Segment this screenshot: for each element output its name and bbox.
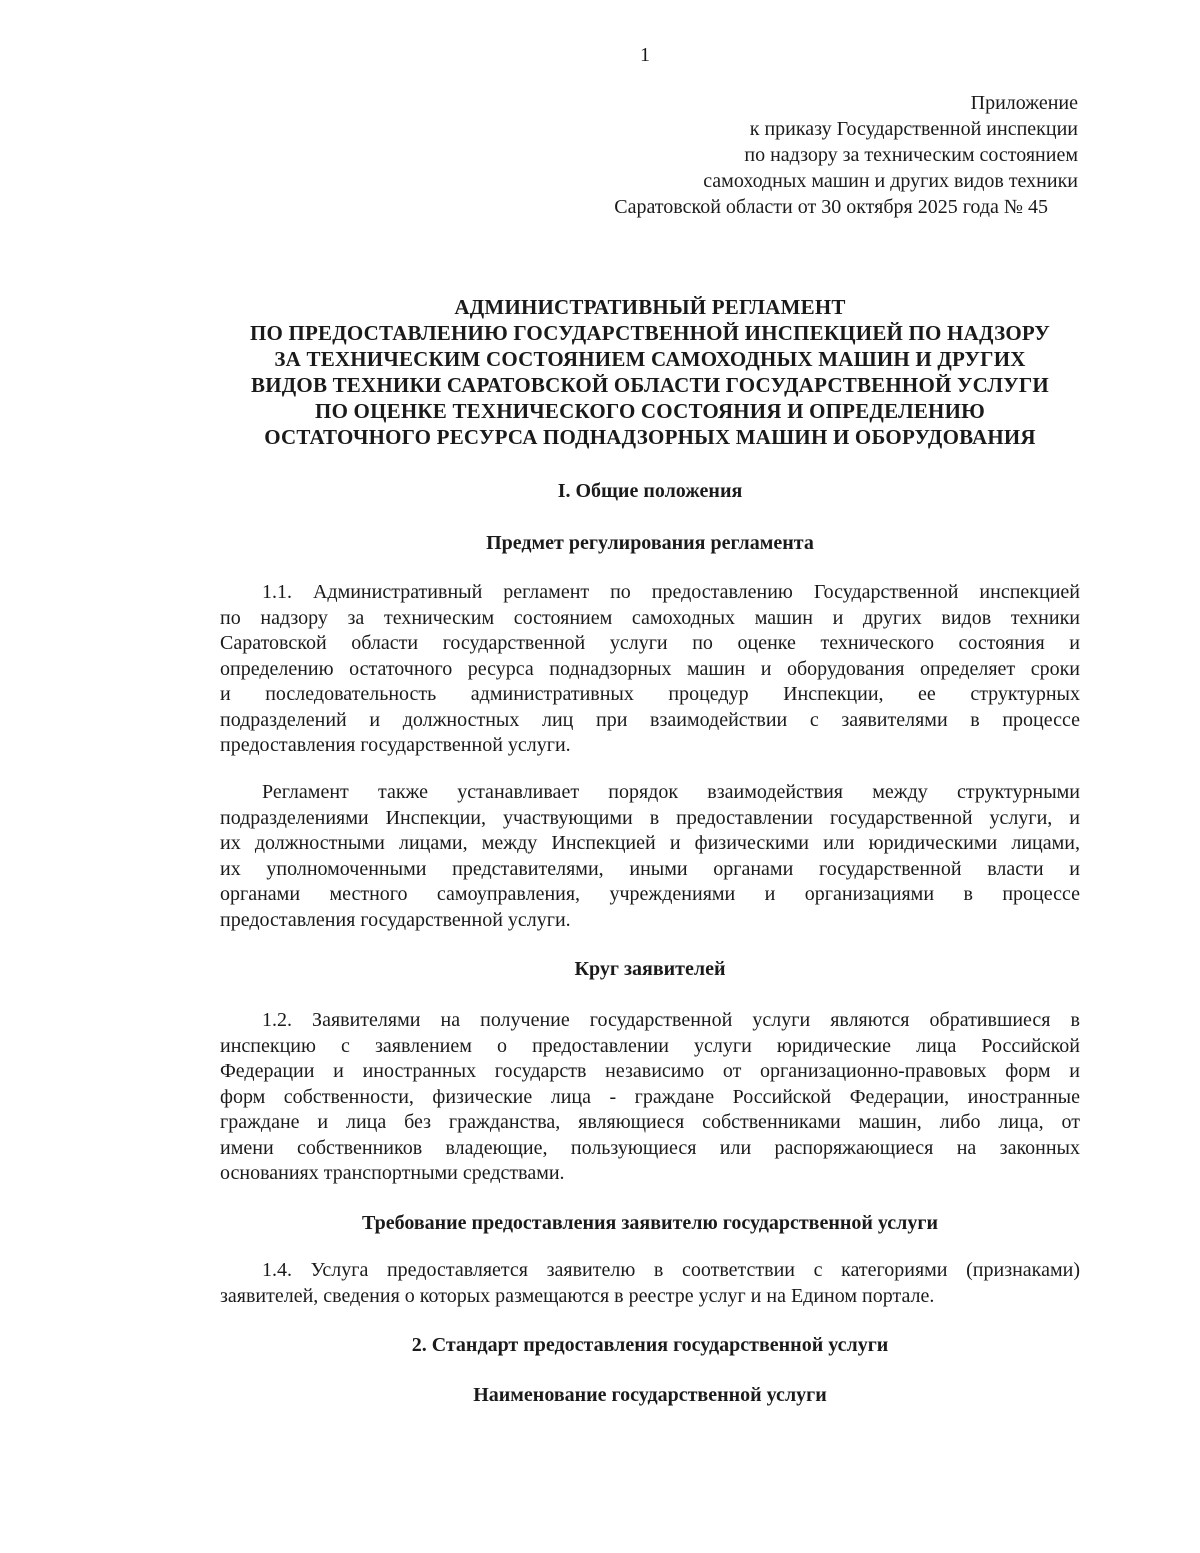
paragraph-1-1-continued <box>220 780 1080 933</box>
document-title <box>210 294 1090 450</box>
paragraph-line: форм собственности, физические лица - граждане Российской Федерации, иностранные <box>220 1085 1080 1108</box>
page-number: 1 <box>640 44 650 66</box>
paragraph-line: 1.2. Заявителями на получение государственной услуги являются обратившиеся в <box>262 1009 1080 1031</box>
appendix-line: Приложение <box>970 92 1078 114</box>
paragraph-line: инспекцию с заявлением о предоставлении услуги юридические лица Российской <box>220 1034 1080 1057</box>
title-line: ОСТАТОЧНОГО РЕСУРСА ПОДНАДЗОРНЫХ МАШИН И ОБОРУДОВАНИЯ <box>264 425 1036 449</box>
paragraph-line: определению остаточного ресурса поднадзорных машин и оборудования определяет сроки <box>220 657 1080 680</box>
section-heading-subject: Предмет регулирования регламента <box>486 532 814 554</box>
paragraph-line: предоставления государственной услуги. <box>220 908 571 931</box>
section-heading-service-name: Наименование государственной услуги <box>473 1384 827 1406</box>
paragraph-line: органами местного самоуправления, учреждениями и организациями в процессе <box>220 883 1080 905</box>
paragraph-line: их должностными лицами, между Инспекцией и физическими или юридическими лицами, <box>220 832 1080 854</box>
appendix-line: к приказу Государственной инспекции <box>749 118 1078 140</box>
title-line: ПО ОЦЕНКЕ ТЕХНИЧЕСКОГО СОСТОЯНИЯ И ОПРЕДЕЛЕНИЮ <box>315 399 985 423</box>
title-line: ПО ПРЕДОСТАВЛЕНИЮ ГОСУДАРСТВЕННОЙ ИНСПЕКЦИЕЙ ПО НАДЗОРУ <box>249 321 1051 345</box>
paragraph-line: и последовательность административных процедур Инспекции, ее структурных <box>220 683 1080 705</box>
paragraph-line: подразделений и должностных лиц при взаимодействии с заявителями в процессе <box>220 708 1080 731</box>
title-line: ВИДОВ ТЕХНИКИ САРАТОВСКОЙ ОБЛАСТИ ГОСУДАРСТВЕННОЙ УСЛУГИ <box>251 373 1049 397</box>
section-heading-applicants: Круг заявителей <box>574 958 726 980</box>
paragraph-line: граждане и лица без гражданства, являющиеся собственниками машин, либо лица, от <box>220 1111 1080 1133</box>
title-line: ЗА ТЕХНИЧЕСКИМ СОСТОЯНИЕМ САМОХОДНЫХ МАШИН И ДРУГИХ <box>274 347 1026 371</box>
paragraph-1-1 <box>220 580 1080 759</box>
paragraph-line: 1.4. Услуга предоставляется заявителю в соответствии с категориями (признаками) <box>262 1259 1080 1281</box>
title-line: АДМИНИСТРАТИВНЫЙ РЕГЛАМЕНТ <box>454 295 846 319</box>
paragraph-1-2 <box>220 1008 1080 1187</box>
paragraph-line: 1.1. Административный регламент по предоставлению Государственной инспекцией <box>262 581 1080 603</box>
section-heading-requirement: Требование предоставления заявителю государственной услуги <box>362 1212 938 1234</box>
appendix-line: по надзору за техническим состоянием <box>744 144 1078 166</box>
paragraph-line: предоставления государственной услуги. <box>220 734 571 756</box>
paragraph-line: Саратовской области государственной услуги по оценке технического состояния и <box>220 632 1080 654</box>
paragraph-line: имени собственников владеющие, пользующиеся или распоряжающиеся на законных <box>220 1136 1080 1159</box>
paragraph-line: их уполномоченными представителями, иными органами государственной власти и <box>220 857 1080 880</box>
paragraph-line: подразделениями Инспекции, участвующими в предоставлении государственной услуги, и <box>220 806 1080 829</box>
appendix-line: самоходных машин и других видов техники <box>703 170 1078 192</box>
appendix-line: Саратовской области от 30 октября 2025 года № 45 <box>614 196 1048 218</box>
paragraph-line: Регламент также устанавливает порядок взаимодействия между структурными <box>262 781 1080 803</box>
paragraph-1-4 <box>220 1258 1080 1309</box>
paragraph-line: по надзору за техническим состоянием самоходных машин и других видов техники <box>220 606 1080 629</box>
section-heading-general: I. Общие положения <box>557 480 743 502</box>
paragraph-line: заявителей, сведения о которых размещаются в реестре услуг и на Едином портале. <box>220 1284 935 1307</box>
paragraph-line: Федерации и иностранных государств независимо от организационно-правовых форм и <box>220 1060 1080 1082</box>
paragraph-line: основаниях транспортными средствами. <box>220 1162 565 1184</box>
appendix-block <box>614 90 1078 220</box>
section-heading-standard: 2. Стандарт предоставления государственной услуги <box>411 1334 889 1356</box>
